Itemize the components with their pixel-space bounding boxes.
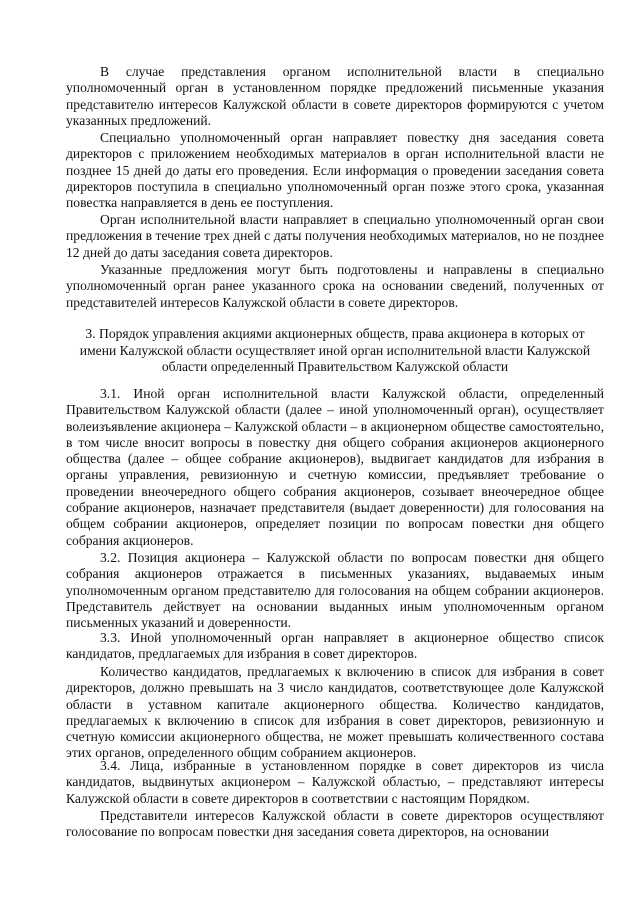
paragraph-proposals-instructions: В случае представления органом исполнительной власти в специально уполномоченный орган в установленном порядке предложений письменные указания представителю интересов Калужской области в совете директоров формируются с учетом указанных предложений. (66, 64, 604, 128)
paragraph-proposals-term: Орган исполнительной власти направляет в специально уполномоченный орган свои предложения в течение трех дней с даты получения необходимых материалов, но не позднее 12 дней до даты заседания совета директоров. (66, 212, 604, 260)
paragraph-3-1: 3.1. Иной орган исполнительной власти Калужской области, определенный Правительством Калужской области (далее – иной уполномоченный орган), осуществляет волеизъявление акционера – Калужской области – в акционерном обществе самостоятельно, в том числе вносит вопросы в повестку дня общего собрания акционеров акционерного общества (далее – общее собрание акционеров), выдвигает кандидатов для избрания в органы управления, ревизионную и счетную комиссии, предъявляет требование о проведении внеочередного общего собрания акционеров, созывает внеочередное общее собрание акционеров, назначает представителя (выдает доверенности) для голосования на общем собрании акционеров, определяет позиции по вопросам повестки дня общего собрания акционеров. (66, 386, 604, 548)
paragraph-3-3: 3.3. Иной уполномоченный орган направляет в акционерное общество список кандидатов, предлагаемых для избрания в совет директоров. (66, 630, 604, 662)
paragraph-3-4: 3.4. Лица, избранные в установленном порядке в совет директоров из числа кандидатов, выдвинутых акционером – Калужской областью, – представляют интересы Калужской области в совете директоров в соответствии с настоящим Порядком. (66, 758, 604, 806)
paragraph-candidates-count: Количество кандидатов, предлагаемых к включению в список для избрания в совет директоров, должно превышать на 3 число кандидатов, соответствующее доле Калужской области в уставном капитале акционерного общества. Количество кандидатов, предлагаемых к включению в список для избрания в совет директоров, ревизионную и счетную комиссии акционерного общества, не может превышать количественного состава этих органов, определенного общим собранием акционеров. (66, 664, 604, 761)
paragraph-representatives-voting: Представители интересов Калужской области в совете директоров осуществляют голосование по вопросам повестки дня заседания совета директоров, на основании (66, 808, 604, 840)
section-heading: 3. Порядок управления акциями акционерных обществ, права акционера в которых от имени Калужской области осуществляет иной орган исполнительной власти Калужской области определенный Правительством Калужской области (79, 326, 591, 375)
paragraph-agenda-deadline: Специально уполномоченный орган направляет повестку дня заседания совета директоров с приложением необходимых материалов в орган исполнительной власти не позднее 15 дней до даты его проведения. Если информация о проведении заседания совета директоров поступила в специально уполномоченный орган позже этого срока, указанная повестка направляется в день ее поступления. (66, 130, 604, 211)
paragraph-early-proposals: Указанные предложения могут быть подготовлены и направлены в специально уполномоченный орган ранее указанного срока на основании сведений, полученных от представителей интересов Калужской области в совете директоров. (66, 262, 604, 310)
paragraph-3-2: 3.2. Позиция акционера – Калужской области по вопросам повестки дня общего собрания акционеров отражается в письменных указаниях, выдаваемых иным уполномоченным органом представителю для голосования на общем собрании акционеров. Представитель действует на основании выданных иным уполномоченным органом письменных указаний и доверенности. (66, 550, 604, 631)
